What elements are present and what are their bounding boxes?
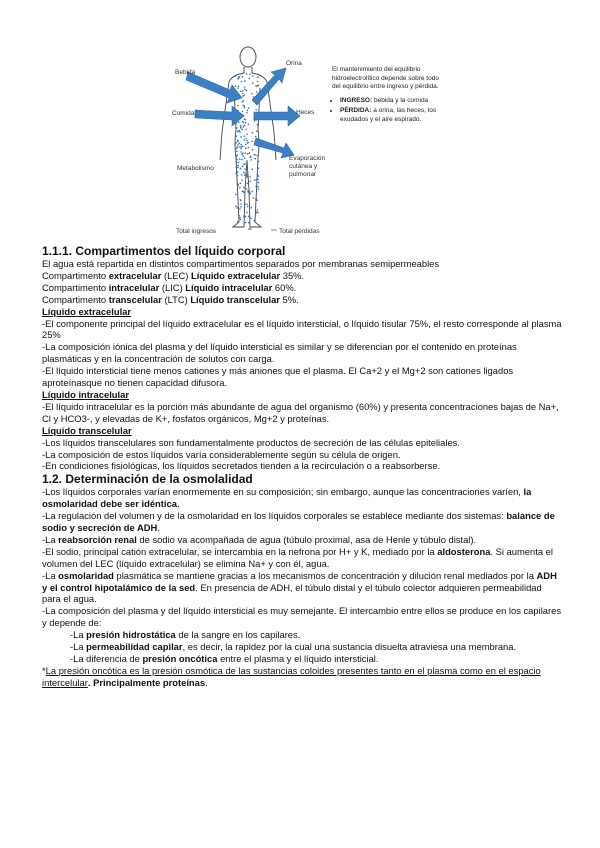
ltc-paragraph-1: -Los líquidos transcelulares son fundamentalmente productos de secreción de las células epiteliales. [42, 436, 460, 448]
fluid-dot [241, 159, 243, 161]
fluid-dot [258, 74, 260, 76]
fluid-dot [235, 142, 237, 144]
fluid-dot [254, 220, 256, 222]
fluid-dot [245, 152, 247, 154]
ltc-paragraph-3: -En condiciones fisiológicas, los líquidos secretados tienden a la recirculación o a reabsorberse. [42, 460, 441, 472]
label-evaporacion: Evaporación cutánea y pulmonar [289, 155, 326, 178]
fluid-dot [243, 105, 245, 107]
fluid-dot [257, 76, 259, 78]
lec-paragraph-2: -La composición iónica del plasma y del líquido intersticial es similar y se diferencian por el contenido en proteínas plasmáticas y en la concentración de solutos con carga. [42, 341, 517, 365]
fluid-dot [240, 219, 242, 221]
fluid-dot [240, 200, 242, 202]
heading-ltc: Líquido transcelular [42, 424, 132, 436]
fluid-dot [235, 75, 237, 77]
fluid-dot [248, 222, 250, 224]
fluid-dot [247, 206, 249, 208]
fluid-dot [237, 171, 239, 173]
fluid-dot [243, 155, 245, 157]
fluid-dot [249, 181, 251, 183]
fluid-dot [247, 176, 249, 178]
fluid-dot [239, 208, 241, 210]
fluid-dot [255, 109, 257, 111]
fluid-dot [242, 93, 244, 95]
compartment-line-lec: Compartimento extracelular (LEC) Líquido extracelular 35%. [42, 269, 305, 281]
fluid-dot [235, 135, 237, 137]
fluid-dot [246, 212, 248, 214]
osm-paragraph-2: -La regulación del volumen y de la osmolaridad en los líquidos corporales se establece mediante dos sistemas: balance de sodio y secreción de ADH. [42, 510, 555, 534]
osm-paragraph-5: -La osmolaridad plasmática se mantiene gracias a los mecanismos de concentración y dilución renal mediados por la ADH y el control hipotalámico de la sed. En presencia de ADH, el túbulo distal y el túbulo colector adquieren permeabilidad para el agua. [42, 569, 557, 605]
fluid-dot [245, 148, 247, 150]
fluid-dot [252, 191, 254, 193]
fluid-dot [244, 204, 246, 206]
fluid-dot [253, 197, 255, 199]
output-arrow-evaporacion [254, 138, 294, 158]
fluid-dot [237, 144, 239, 146]
bullet-perdida: • PÉRDIDA: a orina, las heces, los exudados y el aire espirado. [340, 107, 440, 124]
fluid-dot [258, 175, 260, 177]
fluid-dot [256, 91, 258, 93]
fluid-dot [252, 169, 254, 171]
fluid-dot [239, 187, 241, 189]
main-text [42, 244, 562, 689]
fluid-dot [240, 148, 242, 150]
fluid-dot [247, 153, 249, 155]
fluid-dot [251, 207, 253, 209]
flow-arrows [186, 68, 300, 158]
lec-paragraph-1: -El componente principal del líquido extracelular es el líquido intersticial, o líquido tisular 75%, el resto corresponde al plasma 25% [42, 317, 562, 341]
label-heces: Heces [296, 109, 315, 116]
fluid-dot [238, 121, 240, 123]
compartment-line-ltc: Compartimento transcelular (LTC) Líquido transcelular 5%. [42, 293, 299, 305]
fluid-dot [240, 206, 242, 208]
fluid-dot [241, 151, 243, 153]
fluid-dot [246, 204, 248, 206]
fluid-dot [254, 154, 256, 156]
fluid-dot [257, 186, 259, 188]
fluid-dot [241, 81, 243, 83]
fluid-dot [258, 167, 260, 169]
fluid-dot [246, 112, 248, 114]
fluid-dot [240, 203, 242, 205]
fluid-dot [239, 217, 241, 219]
fluid-dot [244, 124, 246, 126]
fluid-dot [239, 132, 241, 134]
fluid-dot [258, 188, 260, 190]
heading-lec: Líquido extracelular [42, 305, 132, 317]
fluid-dot [235, 205, 237, 207]
fluid-dot [238, 215, 240, 217]
fluid-dot [244, 86, 246, 88]
fluid-dot [255, 198, 257, 200]
fluid-dot [235, 86, 237, 88]
fluid-dot [248, 147, 250, 149]
fluid-dot [248, 191, 250, 193]
fluid-dot [252, 75, 254, 77]
ltc-paragraph-2: -La composición de estos líquidos varía considerablemente según su célula de origen. [42, 448, 401, 460]
fluid-dot [237, 78, 239, 80]
side-bullets [332, 97, 440, 125]
fluid-dot [241, 154, 243, 156]
fluid-dot [256, 131, 258, 133]
fluid-dot [251, 93, 253, 95]
fluid-dot [237, 184, 239, 186]
fluid-dot [239, 76, 241, 78]
osm-paragraph-6: -La composición del plasma y del líquido intersticial es muy semejante. El intercambio entre ellos se produce en los capilares y depende de: [42, 605, 562, 629]
fluid-dot [257, 155, 259, 157]
fluid-dot [244, 174, 246, 176]
fluid-dot [235, 166, 237, 168]
label-metabolismo: Metabolismo [177, 165, 214, 172]
fluid-dot [243, 187, 245, 189]
label-comida: Comida [172, 110, 195, 117]
fluid-dot [243, 216, 245, 218]
fluid-dot [240, 136, 242, 138]
osm-paragraph-4: -El sodio, principal catión extracelular, se intercambia en la nefrona por H+ y K, mediado por la aldosterona. Si aumenta el volumen del LEC (líquido extracelular) se elimina Na+ y con él, agua. [42, 545, 553, 569]
fluid-dot [250, 217, 252, 219]
lec-paragraph-3: -El líquido intersticial tiene menos cationes y más aniones que el plasma. El Ca+2 y el Mg+2 son cationes ligados aproteínasque no tienen capacidad difusora. [42, 365, 514, 389]
fluid-dot [236, 127, 238, 129]
fluid-dot [236, 161, 238, 163]
fluid-dot [255, 136, 257, 138]
fluid-dot [257, 81, 259, 83]
fluid-dot [242, 111, 244, 113]
fluid-dot [246, 90, 248, 92]
fluid-dot [237, 139, 239, 141]
fluid-dot [244, 139, 246, 141]
fluid-dot [246, 173, 248, 175]
fluid-dot [236, 156, 238, 158]
fluid-dot [251, 141, 253, 143]
fluid-dot [241, 179, 243, 181]
fluid-dot [235, 194, 237, 196]
fluid-dot [258, 182, 260, 184]
side-text: El mantenimiento del equilibrio hidroelectrolítico depende sobre todo del equilibrio entre ingreso y pérdida. [332, 66, 439, 91]
output-arrow-heces [254, 106, 300, 126]
heading-lic: Líquido intracelular [42, 388, 129, 400]
label-equals: = [248, 226, 252, 233]
fluid-dot [252, 82, 254, 84]
fluid-dot [255, 158, 257, 160]
fluid-dot [246, 73, 248, 75]
fluid-dot [242, 76, 244, 78]
fluid-dot [244, 192, 246, 194]
fluid-dot [236, 159, 238, 161]
fluid-dot [237, 165, 239, 167]
fluid-dot [239, 158, 241, 160]
fluid-dot [238, 162, 240, 164]
lic-paragraph-1: -El líquido intracelular es la porción más abundante de agua del organismo (60%) y presenta concentraciones bajas de Na+, Cl y HCO3-, y elevadas de K+, fosfatos orgánicos, Mg+2 y proteínas. [42, 400, 559, 424]
fluid-dot [256, 199, 258, 201]
fluid-dot [256, 179, 258, 181]
fluid-dot [244, 80, 246, 82]
fluid-dot [237, 87, 239, 89]
fluid-dot [247, 183, 249, 185]
fluid-dot [241, 174, 243, 176]
fluid-dot [245, 144, 247, 146]
fluid-dot [248, 107, 250, 109]
fluid-dot [239, 143, 241, 145]
fluid-dot [240, 125, 242, 127]
label-bebida: Bebida [175, 69, 196, 76]
fluid-dot [236, 207, 238, 209]
fluid-dot [243, 100, 245, 102]
fluid-dot [252, 149, 254, 151]
fluid-dot [240, 182, 242, 184]
fluid-dot [241, 129, 243, 131]
fluid-dot [244, 135, 246, 137]
fluid-dot [243, 172, 245, 174]
fluid-dot [248, 216, 250, 218]
fluid-dot [244, 89, 246, 91]
fluid-dot [239, 146, 241, 148]
fluid-dot [239, 130, 241, 132]
fluid-dot [242, 166, 244, 168]
fluid-dot [245, 122, 247, 124]
fluid-dot [258, 161, 260, 163]
exchange-item-1: -La presión hidrostática de la sangre en los capilares. [70, 629, 301, 641]
fluid-dot [242, 90, 244, 92]
fluid-dot [244, 168, 246, 170]
fluid-dot [257, 174, 259, 176]
fluid-dot [238, 86, 240, 88]
osm-paragraph-3: -La reabsorción renal de sodio va acompañada de agua (túbulo proximal, asa de Henle y túbulo distal). [42, 533, 477, 545]
fluid-dot [257, 124, 259, 126]
compartment-line-lic: Compartimento intracelular (LIC) Líquido intracelular 60%. [42, 281, 297, 293]
fluid-dot [242, 146, 244, 148]
label-total-perdidas: Total pérdidas [279, 228, 320, 235]
fluid-dot [240, 168, 242, 170]
fluid-dot [244, 157, 246, 159]
fluid-dot [236, 150, 238, 152]
fluid-dot [258, 85, 260, 87]
fluid-dot [245, 222, 247, 224]
fluid-dot [257, 209, 259, 211]
fluid-dot [254, 120, 256, 122]
fluid-dot [240, 91, 242, 93]
fluid-dot [242, 121, 244, 123]
fluid-dot [244, 163, 246, 165]
fluid-dot [248, 124, 250, 126]
fluid-dot [249, 193, 251, 195]
fluid-dot [237, 175, 239, 177]
fluid-dot [252, 132, 254, 134]
fluid-dot [255, 186, 257, 188]
fluid-dot [250, 159, 252, 161]
fluid-dot [246, 188, 248, 190]
fluid-dot [247, 142, 249, 144]
label-total-ingresos: Total ingresos [176, 228, 217, 235]
fluid-dot [245, 129, 247, 131]
fluid-dot [249, 152, 251, 154]
fluid-dot [237, 105, 239, 107]
fluid-dot [245, 216, 247, 218]
fluid-dot [243, 126, 245, 128]
fluid-dot [237, 167, 239, 169]
oncotic-note: *La presión oncótica es la presión osmótica de las sustancias coloides presentes tanto en el plasma como en el espacio intercelular. Principalmente proteínas. [42, 664, 541, 688]
osm-paragraph-1: -Los líquidos corporales varían enormemente en su composición; sin embargo, aunque las concentraciones varíen, la osmolaridad debe ser idéntica. [42, 486, 532, 510]
section-title-1-1-1: 1.1.1. Compartimentos del líquido corporal [42, 244, 286, 258]
fluid-dot [249, 73, 251, 75]
fluid-dot [240, 127, 242, 129]
fluid-dot [247, 169, 249, 171]
fluid-dot [245, 138, 247, 140]
fluid-dot [249, 78, 251, 80]
fluid-dot [236, 147, 238, 149]
fluid-dot [247, 110, 249, 112]
fluid-dot [249, 176, 251, 178]
fluid-dot [244, 107, 246, 109]
fluid-dot [250, 156, 252, 158]
fluid-dot [257, 212, 259, 214]
fluid-dot [255, 154, 257, 156]
fluid-dot [242, 95, 244, 97]
exchange-item-3: -La diferencia de presión oncótica entre el plasma y el líquido intersticial. [70, 653, 379, 664]
bullet-ingreso: • INGRESO: bebida y la comida [340, 97, 440, 106]
fluid-dot [235, 172, 237, 174]
fluid-dot [244, 118, 246, 120]
label-orina: Orina [286, 60, 302, 67]
fluid-dot [237, 141, 239, 143]
figure-side-note [332, 66, 440, 127]
compartments-intro: El agua está repartida en distintos compartimentos separados por membranas semipermeables [42, 258, 440, 269]
fluid-dot [254, 179, 256, 181]
fluid-dot [256, 211, 258, 213]
section-title-1-2: 1.2. Determinación de la osmolalidad [42, 472, 253, 487]
fluid-dot [240, 144, 242, 146]
fluid-dot [246, 134, 248, 136]
exchange-item-2: -La permeabilidad capilar, es decir, la rapidez por la cual una sustancia disuelta atraviesa una membrana. [70, 641, 517, 653]
fluid-dot [237, 221, 239, 223]
fluid-dot [246, 140, 248, 142]
